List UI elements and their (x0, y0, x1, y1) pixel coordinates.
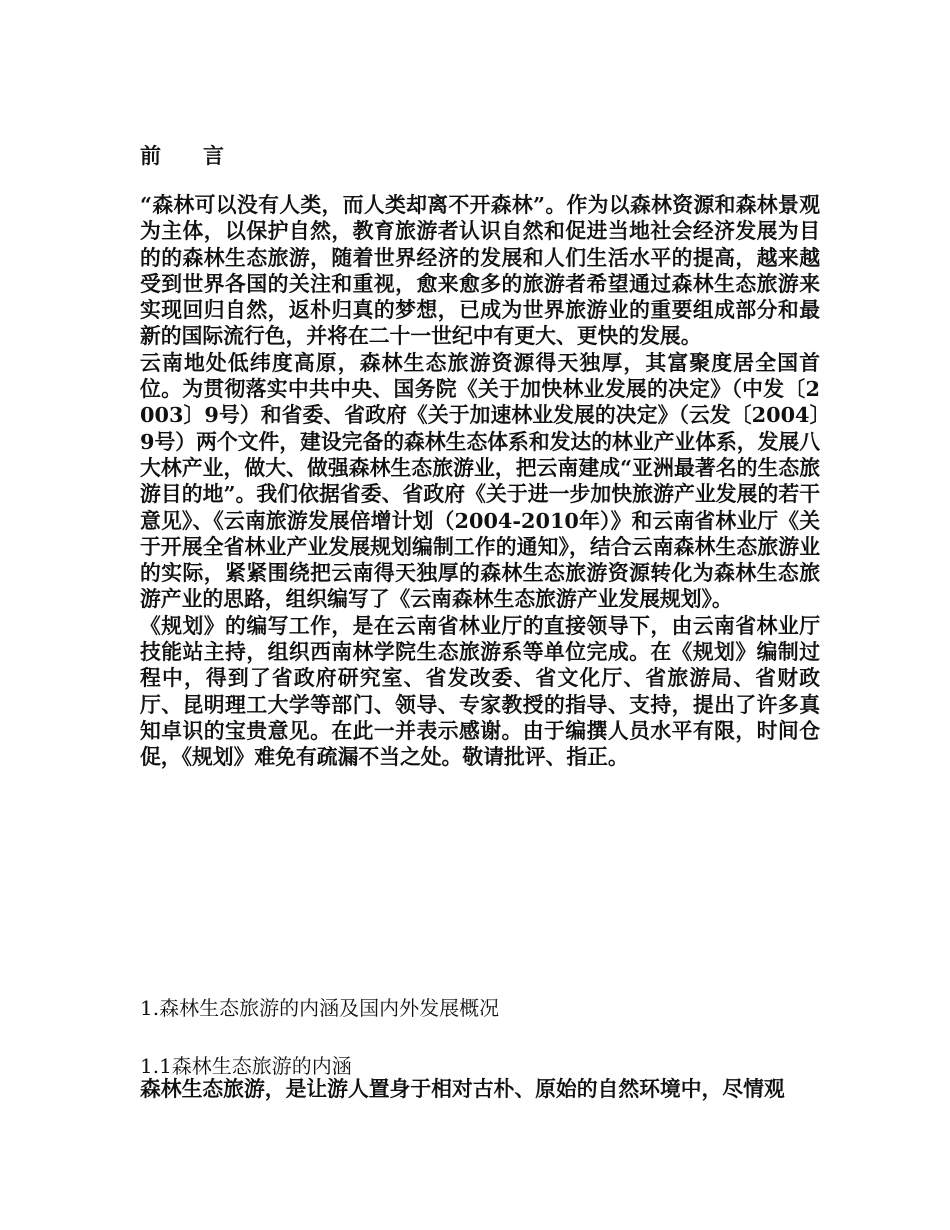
preface-paragraph-1: “森林可以没有人类，而人类却离不开森林”。作为以森林资源和森林景观为主体，以保护自然，教育旅游者认识自然和促进当地社会经济发展为目的的森林生态旅游，随着世界经济的发展和人们生活水平的提高，越来越受到世界各国的关注和重视，愈来愈多的旅游者希望通过森林生态旅游来实现回归自然，返朴归真的梦想，已成为世界旅游业的重要组成部分和最新的国际流行色，并将在二十一世纪中有更大、更快的发展。 (140, 192, 820, 349)
section-heading: 1.森林生态旅游的内涵及国内外发展概况 (140, 996, 500, 1020)
preface-body (140, 192, 820, 771)
preface-heading: 前 言 (140, 143, 224, 168)
preface-paragraph-3: 《规划》的编写工作，是在云南省林业厅的直接领导下，由云南省林业厅技能站主持，组织西南林学院生态旅游系等单位完成。在《规划》编制过程中，得到了省政府研究室、省发改委、省文化厅、省旅游局、省财政厅、昆明理工大学等部门、领导、专家教授的指导、支持，提出了许多真知卓识的宝贵意见。在此一并表示感谢。由于编撰人员水平有限，时间仓促，《规划》难免有疏漏不当之处。敬请批评、指正。 (140, 612, 820, 770)
preface-paragraph-2: 云南地处低纬度高原，森林生态旅游资源得天独厚，其富聚度居全国首位。为贯彻落实中共中央、国务院《关于加快林业发展的决定》（中发〔2003〕9号）和省委、省政府《关于加速林业发展的决定》（云发〔2004〕9号）两个文件，建设完备的森林生态体系和发达的林业产业体系，发展八大林产业，做大、做强森林生态旅游业，把云南建成“亚洲最著名的生态旅游目的地”。我们依据省委、省政府《关于进一步加快旅游产业发展的若干意见》、《云南旅游发展倍增计划（2004-2010年）》和云南省林业厅《关于开展全省林业产业发展规划编制工作的通知》，结合云南森林生态旅游业的实际，紧紧围绕把云南得天独厚的森林生态旅游资源转化为森林生态旅游产业的思路，组织编写了《云南森林生态旅游产业发展规划》。 (140, 349, 820, 612)
section-body-text: 森林生态旅游，是让游人置身于相对古朴、原始的自然环境中，尽情观 (140, 1076, 785, 1101)
subsection-heading: 1.1森林生态旅游的内涵 (140, 1054, 352, 1078)
